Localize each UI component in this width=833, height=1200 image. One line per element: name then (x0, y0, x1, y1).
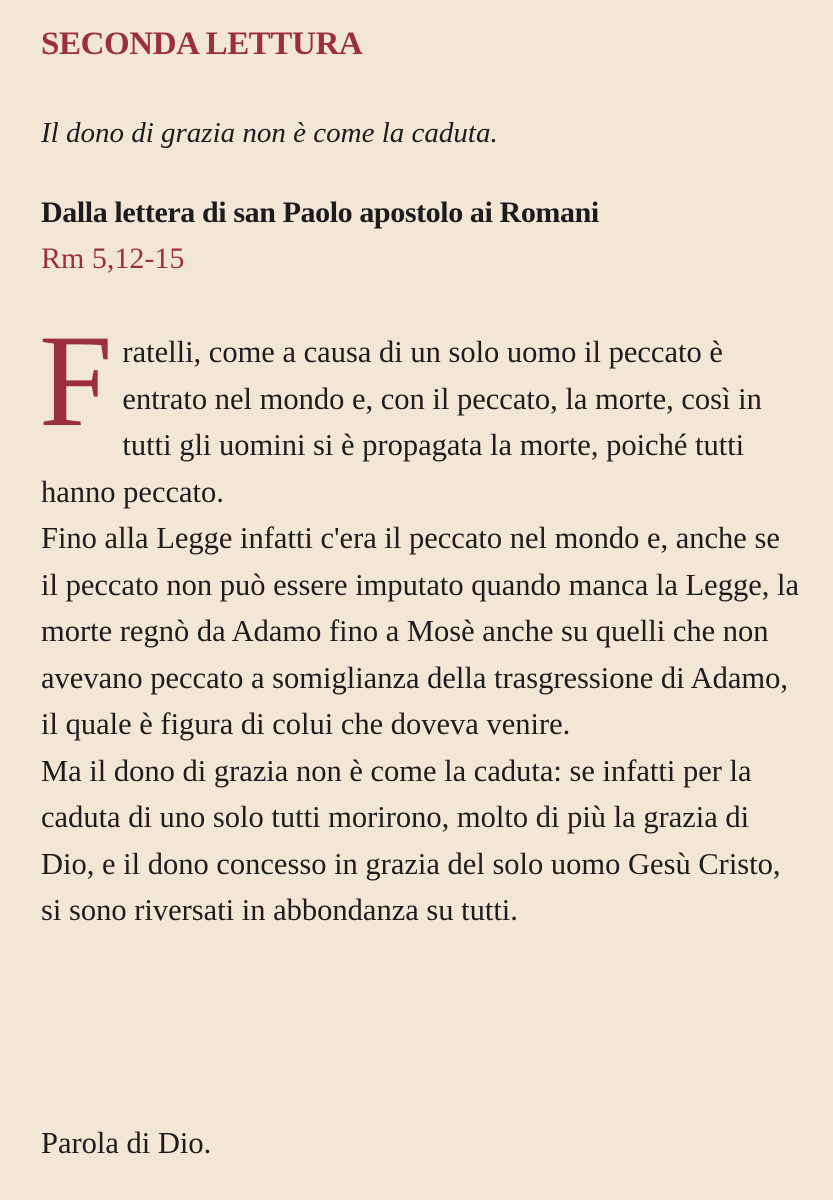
reading-body (39, 307, 801, 934)
section-title: SECONDA LETTURA (41, 26, 363, 62)
scripture-reference: Rm 5,12-15 (41, 242, 185, 275)
reading-source: Dalla lettera di san Paolo apostolo ai Romani (41, 196, 599, 229)
closing-acclamation: Parola di Dio. (41, 1126, 212, 1160)
reading-paragraph-1 (39, 307, 801, 515)
paragraph-1-text: ratelli, come a causa di un solo uomo il peccato è entrato nel mondo e, con il peccato, la morte, così in tutti gli uomini si è propagata la morte, poiché tutti hanno peccato. (41, 335, 762, 509)
reading-paragraph-3: Ma il dono di grazia non è come la caduta: se infatti per la caduta di uno solo tutti morirono, molto di più la grazia di Dio, e il dono concesso in grazia del solo uomo Gesù Cristo, si sono riversati in abbondanza su tutti. (41, 753, 781, 927)
reading-paragraph-2: Fino alla Legge infatti c'era il peccato nel mondo e, anche se il peccato non può essere imputato quando manca la Legge, la morte regnò da Adamo fino a Mosè anche su quelli che non avevano peccato a somiglianza della trasgressione di Adamo, il quale è figura di colui che doveva venire. (41, 521, 799, 741)
drop-cap: F (39, 307, 113, 454)
reading-subtitle: Il dono di grazia non è come la caduta. (41, 117, 498, 149)
